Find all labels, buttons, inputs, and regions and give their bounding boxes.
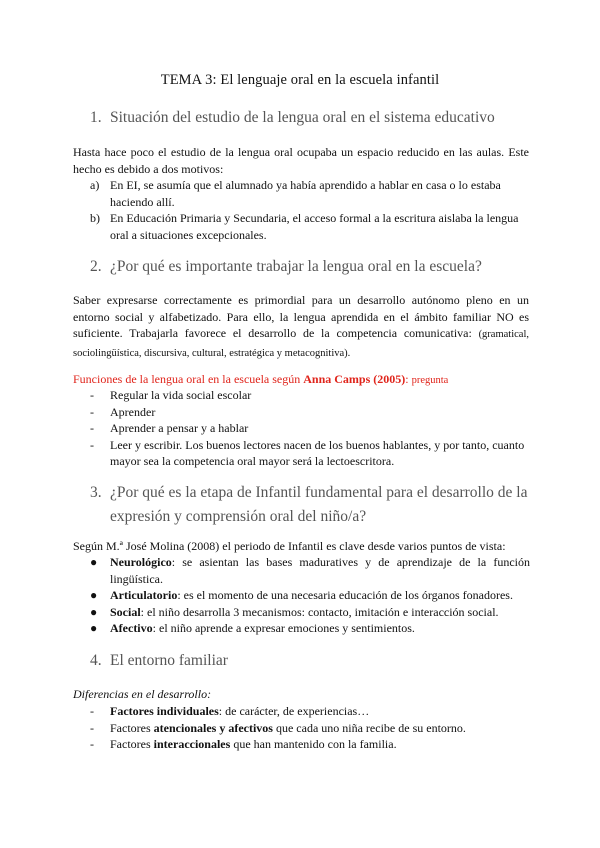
list-item [90,720,530,737]
list-item [90,177,530,210]
functions-list [90,387,530,470]
list-item-post: que cada uno niña recibe de su entorno. [272,720,466,735]
list-item [90,554,530,587]
list-item-text: En Educación Primaria y Secundaria, el acceso formal a la escritura aislaba la lengua oral a situaciones excepcionales. [110,211,519,242]
functions-tag: pregunta [411,375,449,386]
bullet-marker: ● [90,555,98,569]
section-3-heading-line-1: ¿Por qué es la etapa de Infantil fundamental para el desarrollo de la [110,484,528,501]
list-item [90,420,530,437]
list-item-text: : se asientan las bases maduratives y de aprendizaje de la función lingüística. [110,555,530,586]
dash-marker: - [90,437,94,452]
dash-marker: - [90,421,94,435]
list-item-bold: Social [110,604,141,619]
section-2-paragraph-note: (gramatical, sociolingüística, discursiva, cultural, estratégica y metacognitiva). [73,329,529,359]
list-item-bold: Neurológico [110,555,172,569]
section-4-list [90,703,530,753]
functions-author: Anna Camps (2005) [303,372,406,386]
list-item [90,387,530,404]
list-item [90,620,530,637]
list-item-pre: Factores [110,737,154,751]
section-2-number: 2. [90,258,102,275]
bullet-marker: ● [90,604,98,619]
list-item-bold: interaccionales [153,737,231,751]
section-2-paragraph-text: Saber expresarse correctamente es primordial para un desarrollo autónomo pleno en un entorno social y alfabetizado. Para ello, la lengua aprendida en el ámbito familiar NO es suficiente. Trabajarla favorece el desarrollo de la competencia comunicativa: [73,293,529,340]
list-item-post: que han mantenido con la familia. [230,737,397,751]
section-3-number: 3. [90,484,102,501]
section-1-heading-text: Situación del estudio de la lengua oral en el sistema educativo [110,109,495,126]
section-3-list [90,554,530,637]
list-item-text: Aprender [110,404,156,419]
section-3-intro: Según M.ª José Molina (2008) el periodo de Infantil es clave desde varios puntos de vista: [73,539,506,553]
list-item-text: Regular la vida social escolar [110,388,252,402]
section-1-intro: Hasta hace poco el estudio de la lengua oral ocupaba un espacio reducido en las aulas. Este hecho es debido a dos motivos: [73,145,529,176]
section-4-heading-text: El entorno familiar [110,652,228,669]
list-marker: a) [90,178,100,192]
list-item-text: : el niño desarrolla 3 mecanismos: contacto, imitación e interacción social. [140,604,499,619]
list-marker: b) [90,211,100,225]
section-4-number: 4. [90,652,102,669]
list-item-pre: Factores [110,720,154,735]
list-item-bold: Factores individuales [110,704,219,718]
list-item [90,210,530,243]
dash-marker: - [90,704,94,718]
list-item-text: Leer y escribir. Los buenos lectores nacen de los buenos hablantes, y por tanto, cuanto mayor sea la competencia oral mayor será la lectoescritora. [110,437,525,468]
list-item-post: : de carácter, de experiencias… [218,704,370,718]
document-title: TEMA 3: El lenguaje oral en la escuela infantil [160,72,440,88]
section-2-heading [90,255,530,279]
list-item [90,604,530,621]
section-2-paragraph [73,292,529,362]
section-4-subtitle-text: Diferencias en el desarrollo: [73,687,212,701]
dash-marker: - [90,388,94,402]
bullet-marker: ● [90,621,98,635]
list-item-text: En EI, se asumía que el alumnado ya había aprendido a hablar en casa o lo estaba haciendo allí. [110,178,501,209]
section-1-number: 1. [90,109,102,126]
list-item-bold: atencionales y afectivos [153,720,273,735]
section-3-heading [90,481,530,529]
list-item-text: : el niño aprende a expresar emociones y sentimientos. [152,621,415,635]
list-item-text: : es el momento de una necesaria educación de los órganos fonadores. [177,588,513,602]
dash-marker: - [90,720,94,735]
section-1-list [90,177,530,243]
bullet-marker: ● [90,588,98,602]
list-item-bold: Afectivo [110,621,153,635]
list-item [90,587,530,604]
section-3-heading-line-2: expresión y comprensión oral del niño/a? [110,508,367,525]
list-item [90,703,530,720]
list-item [90,736,530,753]
list-item-text: Aprender a pensar y a hablar [110,421,249,435]
dash-marker: - [90,404,94,419]
list-item [90,404,530,421]
section-4-heading [90,649,530,673]
list-item [90,437,530,470]
functions-heading-text: Funciones de la lengua oral en la escuela según [73,372,301,386]
functions-colon: : [405,372,409,386]
section-1-heading [90,106,530,130]
list-item-bold: Articulatorio [110,588,178,602]
dash-marker: - [90,737,94,751]
section-4-subtitle [73,686,529,703]
section-2-heading-text: ¿Por qué es importante trabajar la lengua oral en la escuela? [110,258,482,275]
